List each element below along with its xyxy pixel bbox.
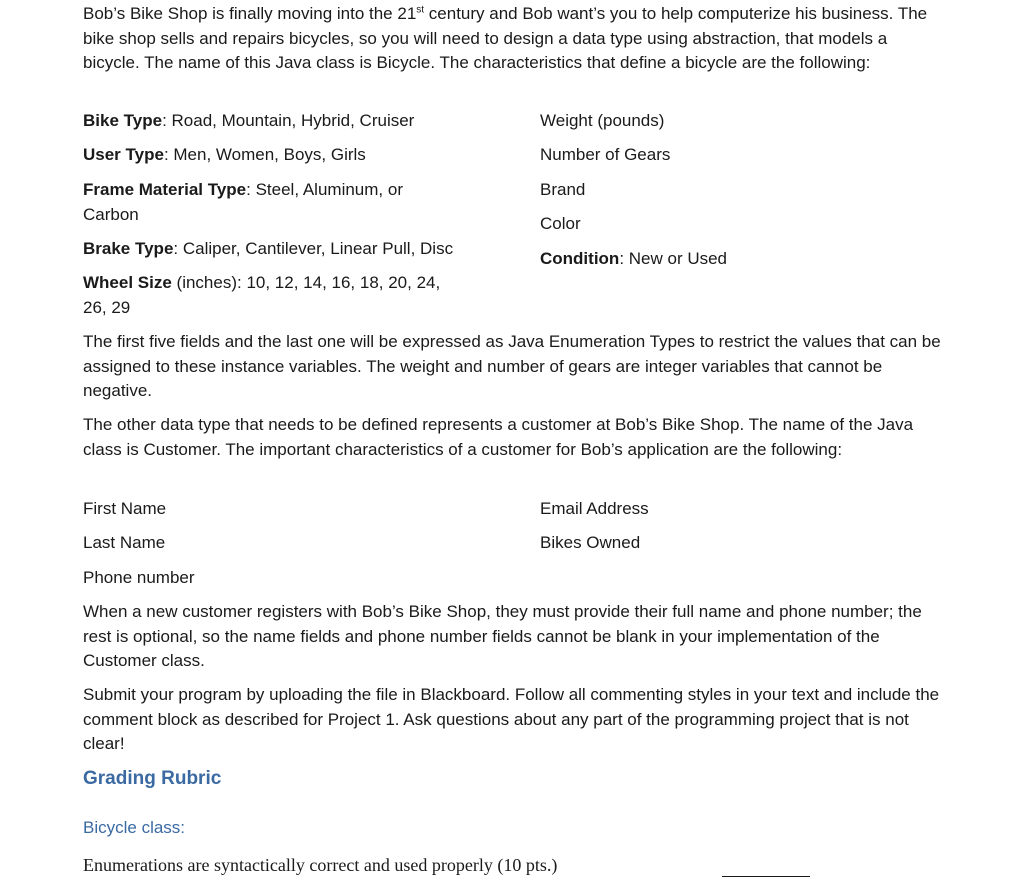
- last-name-field: Last Name: [83, 533, 166, 552]
- intro-paragraph: [83, 2, 943, 76]
- score-blank-line: [722, 876, 810, 877]
- email-field: Email Address: [540, 499, 649, 518]
- brand-field: Brand: [540, 180, 586, 199]
- user-type-field: User Type: Men, Women, Boys, Girls: [83, 145, 366, 164]
- gears-field: Number of Gears: [540, 145, 671, 164]
- phone-field: Phone number: [83, 568, 195, 587]
- frame-material-field: Frame Material Type: Steel, Aluminum, or Carbon: [83, 180, 403, 224]
- grading-rubric-heading: Grading Rubric: [83, 768, 222, 789]
- brake-type-field: Brake Type: Caliper, Cantilever, Linear Pull, Disc: [83, 239, 454, 258]
- condition-field: Condition: New or Used: [540, 249, 728, 268]
- wheel-size-field: Wheel Size (inches): 10, 12, 14, 16, 18, 20, 24, 26, 29: [83, 273, 441, 317]
- customer-paragraph: The other data type that needs to be defined represents a customer at Bob’s Bike Shop. The name of the Java class is Customer. The important characteristics of a customer for Bob’s application are the following:: [83, 415, 914, 459]
- first-name-field: First Name: [83, 499, 167, 518]
- intro-text-start: Bob’s Bike Shop is finally moving into the 21: [83, 4, 417, 23]
- enum-paragraph: The first five fields and the last one will be expressed as Java Enumeration Types to restrict the values that can be assigned to these instance variables. The weight and number of gears are integer variables that cannot be negative.: [83, 332, 941, 400]
- bikes-owned-field: Bikes Owned: [540, 533, 641, 552]
- bicycle-class-subheading: Bicycle class:: [83, 818, 186, 837]
- intro-text-rest: century and Bob want’s you to help computerize his business. The bike shop sells and repairs bicycles, so you will need to design a data type using abstraction, that models a bicycle. The name of this Java class is Bicycle. The characteristics that define a bicycle are the following:: [83, 4, 928, 72]
- color-field: Color: [540, 214, 581, 233]
- submit-paragraph: Submit your program by uploading the file in Blackboard. Follow all commenting styles in your text and include the comment block as described for Project 1. Ask questions about any part of the programming project that is not clear!: [83, 685, 940, 753]
- intro-superscript: st: [416, 4, 425, 16]
- weight-field: Weight (pounds): [540, 111, 665, 130]
- bike-type-field: Bike Type: Road, Mountain, Hybrid, Cruiser: [83, 111, 415, 130]
- register-paragraph: When a new customer registers with Bob’s Bike Shop, they must provide their full name and phone number; the rest is optional, so the name fields and phone number fields cannot be blank in your implementation of the Customer class.: [83, 602, 922, 670]
- rubric-item-enumerations: Enumerations are syntactically correct and used properly (10 pts.): [83, 855, 558, 875]
